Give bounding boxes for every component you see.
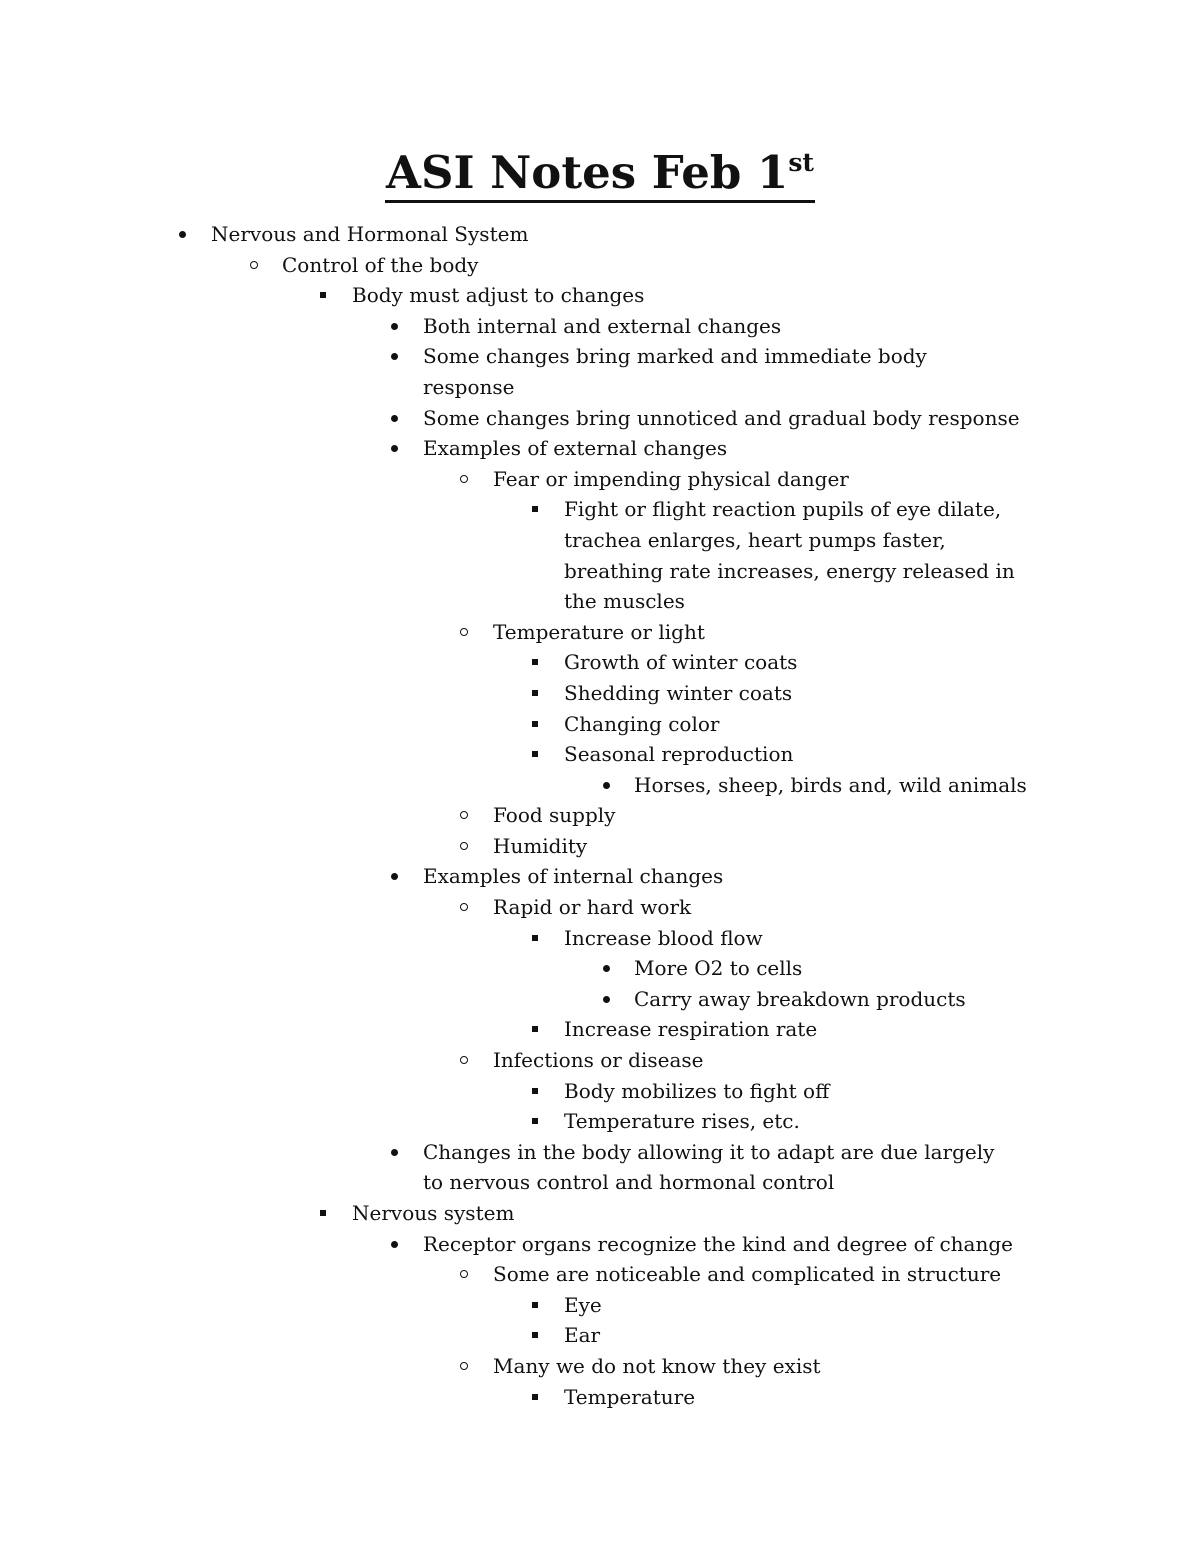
square-bullet-icon — [526, 647, 546, 678]
outline-row — [0, 1320, 1200, 1351]
hollow-circle-bullet-icon — [455, 800, 475, 831]
bullet-dot-icon — [385, 1229, 405, 1260]
outline-row — [0, 341, 1200, 372]
outline-item-text: Ear — [564, 1323, 601, 1348]
bullet-dot-icon — [597, 953, 617, 984]
outline-item-text: Eye — [564, 1292, 602, 1317]
hollow-circle-bullet-icon — [455, 1351, 475, 1382]
outline-row — [0, 770, 1200, 801]
page-title — [0, 140, 1200, 206]
outline-item-text: Both internal and external changes — [423, 313, 782, 338]
outline-row — [0, 250, 1200, 281]
outline-item-text: Some changes bring unnoticed and gradual body response — [423, 405, 1020, 430]
square-bullet-icon — [526, 494, 546, 525]
outline-item-text: Changes in the body allowing it to adapt are due largely — [423, 1139, 995, 1164]
outline-item-text: Body mobilizes to fight off — [564, 1078, 830, 1103]
outline-row — [0, 1351, 1200, 1382]
square-bullet-icon — [314, 280, 334, 311]
square-bullet-icon — [314, 1198, 334, 1229]
square-bullet-icon — [526, 678, 546, 709]
square-bullet-icon — [526, 739, 546, 770]
outline-row — [0, 1259, 1200, 1290]
title-underlined — [385, 147, 815, 203]
outline-row — [0, 1014, 1200, 1045]
square-bullet-icon — [526, 1076, 546, 1107]
outline-row — [0, 1290, 1200, 1321]
outline-row — [0, 464, 1200, 495]
outline-row — [0, 311, 1200, 342]
outline-item-text: the muscles — [564, 589, 685, 614]
hollow-circle-bullet-icon — [245, 250, 265, 281]
bullet-dot-icon — [385, 311, 405, 342]
square-bullet-icon — [526, 709, 546, 740]
outline-item-text: Fear or impending physical danger — [493, 466, 849, 491]
outline-item-text: Shedding winter coats — [564, 680, 793, 705]
outline-row — [0, 433, 1200, 464]
outline-row — [0, 923, 1200, 954]
outline-item-text: Temperature or light — [493, 619, 705, 644]
outline-item-text: More O2 to cells — [634, 956, 803, 981]
outline-item-text: Many we do not know they exist — [493, 1353, 821, 1378]
outline-item-text: Growth of winter coats — [564, 650, 798, 675]
square-bullet-icon — [526, 923, 546, 954]
outline-item-text: Body must adjust to changes — [352, 283, 645, 308]
bullet-dot-icon — [597, 770, 617, 801]
outline-item-text: Examples of internal changes — [423, 864, 724, 889]
outline-row — [0, 586, 1200, 617]
outline-item-text: Nervous and Hormonal System — [211, 222, 529, 246]
bullet-dot-icon — [173, 219, 193, 250]
square-bullet-icon — [526, 1106, 546, 1137]
outline-item-text: Carry away breakdown products — [634, 986, 966, 1011]
outline-item-text: Rapid or hard work — [493, 895, 692, 920]
outline-row — [0, 831, 1200, 862]
hollow-circle-bullet-icon — [455, 831, 475, 862]
outline-item-text: to nervous control and hormonal control — [423, 1170, 835, 1195]
outline-item-text: Some are noticeable and complicated in structure — [493, 1262, 1002, 1287]
hollow-circle-bullet-icon — [455, 892, 475, 923]
outline-row — [0, 647, 1200, 678]
outline-row — [0, 1229, 1200, 1260]
outline-row — [0, 372, 1200, 403]
outline-item-text: response — [423, 374, 515, 399]
outline-item-text: Infections or disease — [493, 1048, 704, 1073]
square-bullet-icon — [526, 1014, 546, 1045]
hollow-circle-bullet-icon — [455, 464, 475, 495]
outline-row — [0, 709, 1200, 740]
square-bullet-icon — [526, 1290, 546, 1321]
outline-item-text: trachea enlarges, heart pumps faster, — [564, 527, 946, 552]
outline-row — [0, 525, 1200, 556]
bullet-dot-icon — [597, 984, 617, 1015]
outline-row — [0, 556, 1200, 587]
bullet-dot-icon — [385, 341, 405, 372]
outline-item-text: Fight or flight reaction pupils of eye dilate, — [564, 497, 1002, 522]
outline-item-text: Humidity — [493, 833, 588, 858]
bullet-dot-icon — [385, 433, 405, 464]
bullet-dot-icon — [385, 403, 405, 434]
title-main-text: ASI Notes Feb 1 — [386, 146, 789, 199]
outline-item-text: Nervous system — [352, 1201, 515, 1225]
outline-item-text: Food supply — [493, 803, 616, 828]
outline-item-text: Examples of external changes — [423, 436, 728, 461]
outline-item-text: Changing color — [564, 711, 720, 736]
hollow-circle-bullet-icon — [455, 617, 475, 648]
outline-row — [0, 280, 1200, 311]
outline-row — [0, 800, 1200, 831]
outline-item-text: Temperature rises, etc. — [564, 1109, 800, 1134]
outline-item-text: Horses, sheep, birds and, wild animals — [634, 772, 1027, 797]
square-bullet-icon — [526, 1382, 546, 1413]
bullet-dot-icon — [385, 1137, 405, 1168]
outline-item-text: Increase respiration rate — [564, 1017, 818, 1042]
outline-row — [0, 1106, 1200, 1137]
outline-item-text: Control of the body — [282, 252, 479, 277]
outline-row — [0, 403, 1200, 434]
outline-item-text: Receptor organs recognize the kind and degree of change — [423, 1231, 1013, 1256]
outline-row — [0, 617, 1200, 648]
outline-row — [0, 1198, 1200, 1229]
outline-row — [0, 494, 1200, 525]
outline-row — [0, 953, 1200, 984]
outline-item-text: Some changes bring marked and immediate body — [423, 344, 927, 369]
outline-row — [0, 1167, 1200, 1198]
outline-row — [0, 1137, 1200, 1168]
bullet-dot-icon — [385, 861, 405, 892]
outline-item-text: Increase blood flow — [564, 925, 763, 950]
outline-row — [0, 1045, 1200, 1076]
outline-item-text: breathing rate increases, energy released in — [564, 558, 1015, 583]
outline-item-text: Seasonal reproduction — [564, 742, 794, 767]
outline-row — [0, 984, 1200, 1015]
square-bullet-icon — [526, 1320, 546, 1351]
outline-item-text: Temperature — [564, 1384, 696, 1409]
outline-row — [0, 1382, 1200, 1413]
title-superscript: st — [788, 148, 814, 177]
hollow-circle-bullet-icon — [455, 1259, 475, 1290]
outline-row — [0, 678, 1200, 709]
notes-outline — [0, 219, 1200, 1412]
outline-row — [0, 739, 1200, 770]
outline-row — [0, 861, 1200, 892]
outline-row — [0, 219, 1200, 250]
outline-row — [0, 1076, 1200, 1107]
hollow-circle-bullet-icon — [455, 1045, 475, 1076]
outline-row — [0, 892, 1200, 923]
